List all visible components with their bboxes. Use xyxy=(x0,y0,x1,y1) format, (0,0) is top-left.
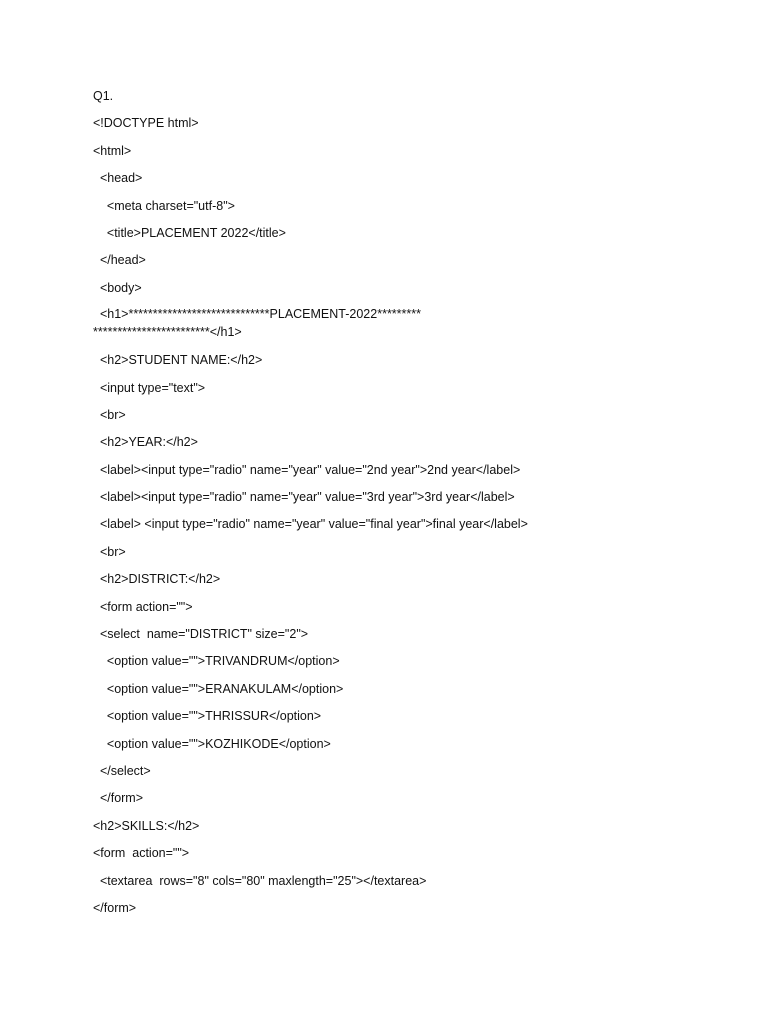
code-line: <textarea rows="8" cols="80" maxlength="25"></textarea> xyxy=(93,873,427,888)
code-line: <br> xyxy=(93,544,126,559)
code-line: <label> <input type="radio" name="year" value="final year">final year</label> xyxy=(93,517,528,532)
code-line: <form action=""> xyxy=(93,846,190,861)
code-line: </form> xyxy=(93,791,144,806)
code-line: <label><input type="radio" name="year" value="3rd year">3rd year</label> xyxy=(93,490,515,505)
code-line: <option value="">TRIVANDRUM</option> xyxy=(93,654,340,669)
code-line: <h2>YEAR:</h2> xyxy=(93,435,198,450)
code-line: </select> xyxy=(93,763,151,778)
code-line: <option value="">KOZHIKODE</option> xyxy=(93,736,331,751)
code-line: <meta charset="utf-8"> xyxy=(93,198,235,213)
code-line: <!DOCTYPE html> xyxy=(93,116,199,131)
code-line: <input type="text"> xyxy=(93,380,206,395)
question-label: Q1. xyxy=(93,89,114,103)
code-line: <h2>STUDENT NAME:</h2> xyxy=(93,353,263,368)
code-line: <h2>DISTRICT:</h2> xyxy=(93,572,221,587)
document-body xyxy=(93,86,693,925)
code-line: </head> xyxy=(93,253,146,268)
code-line: <body> xyxy=(93,280,142,295)
code-line-wrapped: <h1>*****************************PLACEMENT-2022*********************************</h1> xyxy=(93,307,421,340)
code-line: <option value="">THRISSUR</option> xyxy=(93,709,322,724)
code-line: <label><input type="radio" name="year" value="2nd year">2nd year</label> xyxy=(93,462,521,477)
code-line: <head> xyxy=(93,171,143,186)
code-line: <select name="DISTRICT" size="2"> xyxy=(93,627,309,642)
code-line: </form> xyxy=(93,900,137,915)
code-line: <title>PLACEMENT 2022</title> xyxy=(93,225,286,240)
code-line: <html> xyxy=(93,143,132,158)
code-line: <option value="">ERANAKULAM</option> xyxy=(93,681,344,696)
code-line: <h2>SKILLS:</h2> xyxy=(93,818,200,833)
code-line: <br> xyxy=(93,407,126,422)
code-line: <form action=""> xyxy=(93,599,193,614)
